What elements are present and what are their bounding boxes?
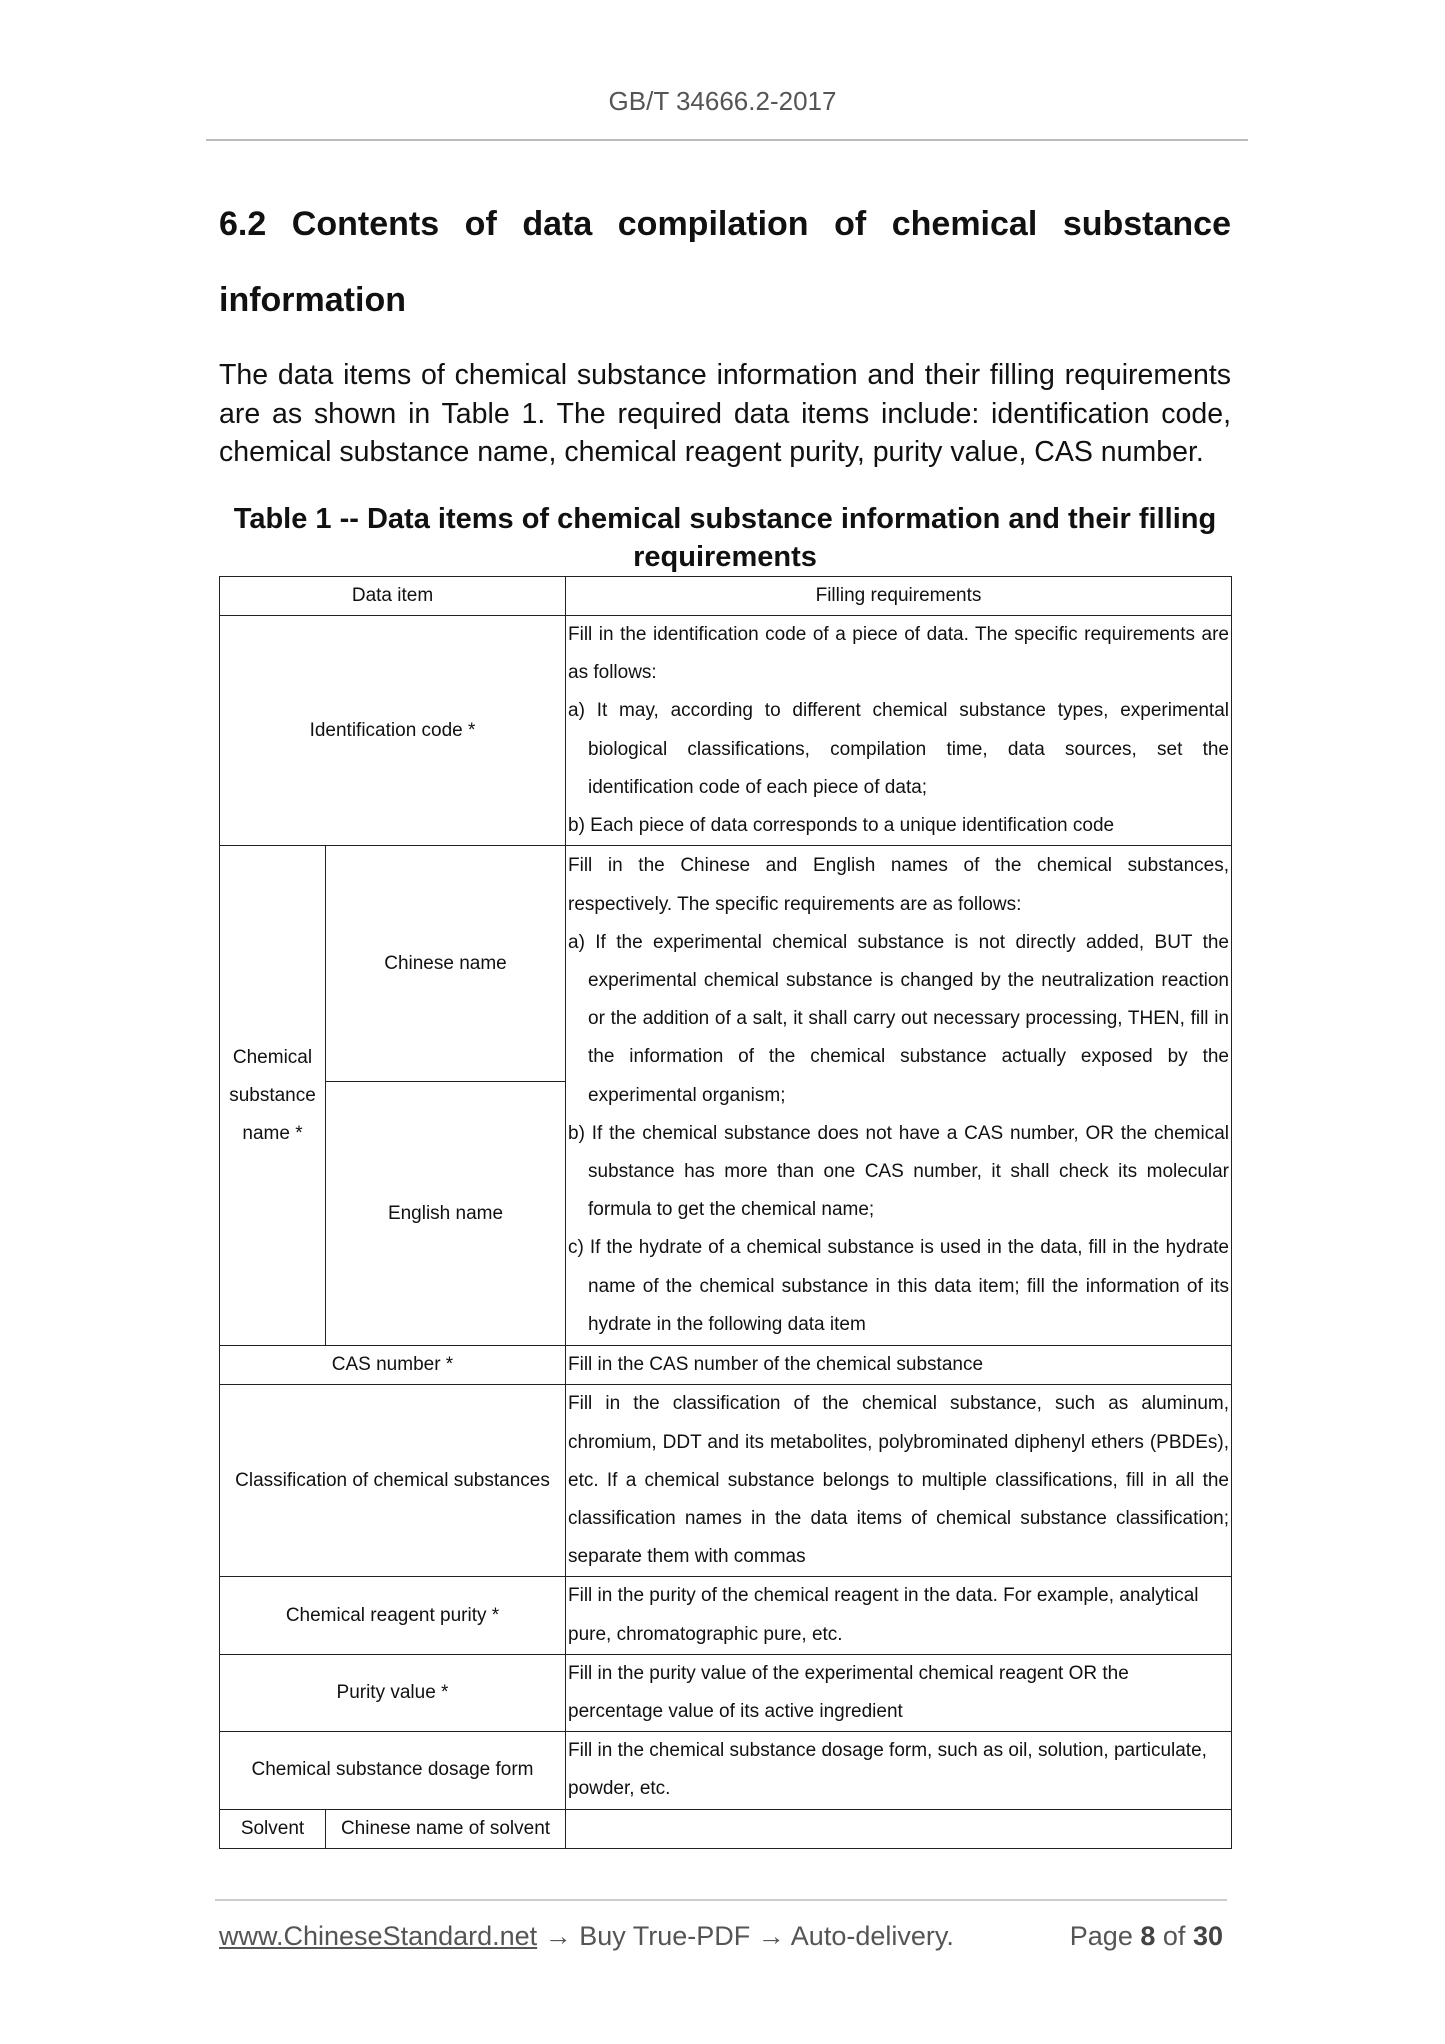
section-intro-paragraph: The data items of chemical substance information and their filling requirements are as shown in Table 1. The required data items include: identification code, chemical substance name, chemical reagent purity, purity value, CAS number. bbox=[219, 359, 1231, 468]
requirement-intro: Fill in the identification code of a piece of data. The specific requirements are as follows: bbox=[568, 624, 1229, 684]
page-number: 8 bbox=[1140, 1921, 1156, 1951]
auto-delivery-text: Auto-delivery. bbox=[790, 1921, 954, 1951]
section-title: 6.2 Contents of data compilation of chemical substance information bbox=[219, 205, 1231, 319]
table-row bbox=[220, 1809, 1232, 1848]
footer-promo bbox=[219, 1921, 954, 1952]
filling-requirement-dosage-form: Fill in the chemical substance dosage form, such as oil, solution, particulate, powder, etc. bbox=[566, 1732, 1232, 1809]
filling-requirement-identification-code bbox=[566, 616, 1232, 846]
table-row bbox=[220, 616, 1232, 846]
filling-requirement-chemical-reagent-purity: Fill in the purity of the chemical reagent in the data. For example, analytical pure, chromatographic pure, etc. bbox=[566, 1577, 1232, 1654]
table-row bbox=[220, 846, 1232, 1082]
filling-requirement-chemical-substance-name bbox=[566, 846, 1232, 1346]
sub-item-chinese-name: Chinese name bbox=[326, 846, 566, 1082]
table-row bbox=[220, 1385, 1232, 1577]
data-item-chemical-substance-name: Chemical substance name * bbox=[220, 846, 326, 1346]
requirement-intro: Fill in the Chinese and English names of the chemical substances, respectively. The specific requirements are as follows: bbox=[568, 855, 1229, 915]
arrow-right-icon: → bbox=[544, 1921, 572, 1951]
table-row bbox=[220, 1654, 1232, 1731]
page-total: 30 bbox=[1192, 1921, 1223, 1951]
requirement-item-a: a) It may, according to different chemical substance types, experimental biological classifications, compilation time, data sources, set the identification code of each piece of data; bbox=[568, 700, 1229, 798]
header-divider bbox=[206, 139, 1248, 141]
table-row bbox=[220, 1732, 1232, 1809]
requirement-item-a: a) If the experimental chemical substance is not directly added, BUT the experimental chemical substance is changed by the neutralization reaction or the addition of a salt, it shall carry out necessary processing, THEN, fill in the information of the chemical substance actually exposed by the experimental organism; bbox=[568, 931, 1229, 1106]
table-row bbox=[220, 1577, 1232, 1654]
table-caption-line-1: Table 1 -- Data items of chemical substance information and their filling bbox=[233, 503, 1217, 535]
data-item-purity-value: Purity value * bbox=[220, 1654, 566, 1731]
requirement-item-b: b) Each piece of data corresponds to a unique identification code bbox=[568, 815, 1115, 837]
data-item-dosage-form: Chemical substance dosage form bbox=[220, 1732, 566, 1809]
table-header-row bbox=[220, 577, 1232, 616]
filling-requirement-classification: Fill in the classification of the chemical substance, such as aluminum, chromium, DDT and its metabolites, polybrominated diphenyl ethers (PBDEs), etc. If a chemical substance belongs to multiple classifications, fill in all the classification names in the data items of chemical substance classification; separate them with commas bbox=[566, 1385, 1232, 1577]
page-indicator bbox=[1070, 1921, 1223, 1952]
filling-requirement-solvent bbox=[566, 1809, 1232, 1848]
col-header-filling-requirements: Filling requirements bbox=[566, 577, 1232, 616]
buy-pdf-text: Buy True-PDF bbox=[579, 1921, 751, 1951]
filling-requirement-cas-number: Fill in the CAS number of the chemical substance bbox=[566, 1346, 1232, 1385]
filling-requirement-purity-value: Fill in the purity value of the experimental chemical reagent OR the percentage value of its active ingredient bbox=[566, 1654, 1232, 1731]
data-item-classification: Classification of chemical substances bbox=[220, 1385, 566, 1577]
data-item-chemical-reagent-purity: Chemical reagent purity * bbox=[220, 1577, 566, 1654]
page-label: Page bbox=[1069, 1921, 1133, 1951]
document-id-header: GB/T 34666.2-2017 bbox=[608, 86, 837, 116]
data-item-identification-code: Identification code * bbox=[220, 616, 566, 846]
table-caption bbox=[219, 500, 1231, 576]
data-item-cas-number: CAS number * bbox=[220, 1346, 566, 1385]
requirement-item-c: c) If the hydrate of a chemical substance is used in the data, fill in the hydrate name of the chemical substance in this data item; fill the information of its hydrate in the following data item bbox=[568, 1237, 1229, 1335]
sub-item-english-name: English name bbox=[326, 1082, 566, 1346]
arrow-right-icon: → bbox=[757, 1921, 785, 1951]
data-item-solvent: Solvent bbox=[220, 1809, 326, 1848]
col-header-data-item: Data item bbox=[220, 577, 566, 616]
data-items-table bbox=[219, 576, 1232, 1849]
table-caption-line-2: requirements bbox=[633, 541, 817, 573]
of-label: of bbox=[1162, 1921, 1186, 1951]
website-link[interactable]: www.ChineseStandard.net bbox=[219, 1921, 538, 1951]
sub-item-chinese-name-of-solvent: Chinese name of solvent bbox=[326, 1809, 566, 1848]
requirement-item-b: b) If the chemical substance does not have a CAS number, OR the chemical substance has more than one CAS number, it shall check its molecular formula to get the chemical name; bbox=[568, 1122, 1229, 1221]
table-row bbox=[220, 1346, 1232, 1385]
footer-divider bbox=[215, 1899, 1227, 1901]
